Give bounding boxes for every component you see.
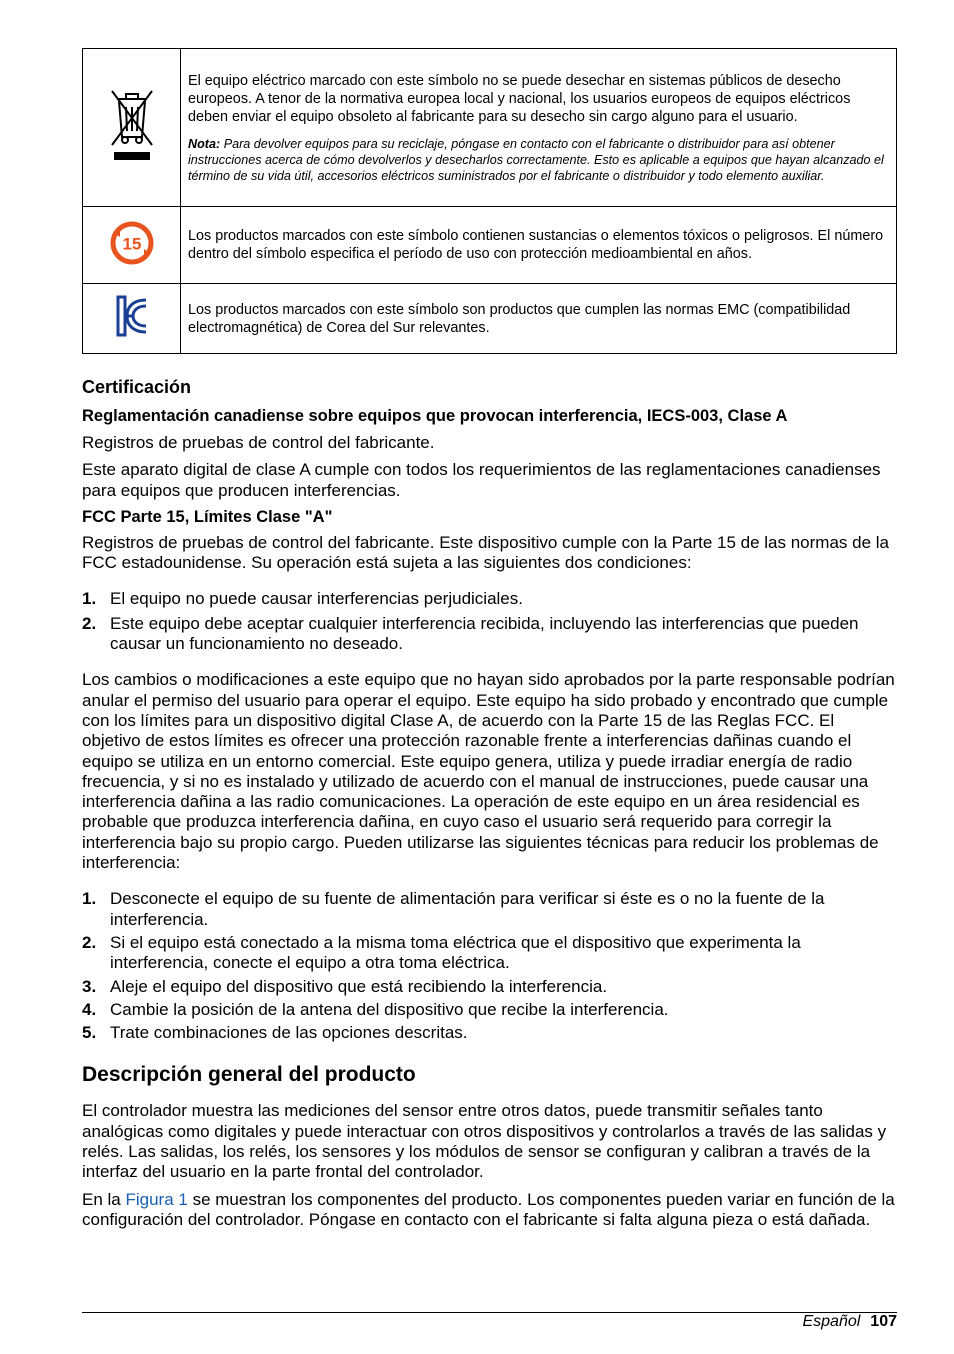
canada-heading: Reglamentación canadiense sobre equipos que provocan interferencia, IECS-003, Clase A: [82, 407, 788, 425]
table-row: [83, 49, 897, 207]
conditions-list: [82, 589, 897, 654]
footer-language: Español: [802, 1313, 861, 1330]
table-row: [83, 207, 897, 284]
weee-description: El equipo eléctrico marcado con este símbolo no se puede desechar en sistemas públicos de desecho europeos. A tenor de la normativa europea local y nacional, los usuarios europeos de equipos eléctricos deben enviar el equipo obsoleto al fabricante para su desecho sin cargo alguno para el usuario.: [188, 72, 851, 125]
list-item: 1. El equipo no puede causar interferencias perjudiciales.: [82, 589, 523, 609]
list-item: 4. Cambie la posición de la antena del dispositivo que recibe la interferencia.: [82, 999, 669, 1019]
symbol-description: Los productos marcados con este símbolo son productos que cumplen las normas EMC (compatibilidad electromagnética) de Corea del Sur relevantes.: [181, 284, 897, 354]
symbol-description: Los productos marcados con este símbolo contienen sustancias o elementos tóxicos o peligrosos. El número dentro del símbolo especifica el período de uso con protección medioambiental en años.: [181, 207, 897, 284]
list-item: 3. Aleje el equipo del dispositivo que está recibiendo la interferencia.: [82, 976, 608, 996]
kc-mark-icon: [115, 325, 149, 342]
list-item: 2. Este equipo debe aceptar cualquier interferencia recibida, incluyendo las interferencias que pueden causar un funcionamiento no deseado.: [82, 613, 859, 654]
certification-heading: Certificación: [82, 377, 192, 397]
efup-number: 15: [122, 234, 141, 253]
overview-heading: Descripción general del producto: [82, 1063, 416, 1087]
note-label: Nota:: [188, 136, 221, 151]
icon-cell: [83, 49, 181, 207]
list-item: 1. Desconecte el equipo de su fuente de alimentación para verificar si éste es o no la fuente de la interferencia.: [82, 889, 825, 929]
list-item: 5. Trate combinaciones de las opciones descritas.: [82, 1023, 468, 1043]
fcc-paragraph-2: Los cambios o modificaciones a este equipo que no hayan sido aprobados por la parte responsable podrían anular el permiso del usuario para operar el equipo. Este equipo ha sido probado y encontrado que cumple con los límites para un dispositivo digital Clase A, de acuerdo con la Parte 15 de las Reglas FCC. El objetivo de estos límites es ofrecer una protección razonable frente a interferencias dañinas cuando el equipo se utiliza en un entorno comercial. Este equipo genera, utiliza y puede irradiar energía de radio frecuencia, y si no es instalado y utilizado de acuerdo con el manual de instrucciones, puede causar una interferencia dañina a las radio comunicaciones. La operación de este equipo en un área residencial es probable que produzca interferencia dañina, en cuyo caso el usuario será requerido para corregir la interferencia bajo su propio cargo. Pueden utilizarse las siguientes técnicas para reducir los problemas de interferencia:: [82, 670, 895, 873]
techniques-list: [82, 889, 897, 1043]
icon-cell: [83, 284, 181, 354]
weee-crossed-bin-icon: [107, 152, 157, 169]
note-text: Para devolver equipos para su reciclaje, póngase en contacto con el fabricante o distribuidor para así obtener instrucciones acerca de cómo devolverlos y desecharlos correctamente. Esto es aplicable a equipos que hayan alcanzado el término de su vida útil, accesorios eléctricos suministrados por el fabricante o distribuidor y todo elemento auxiliar.: [188, 136, 884, 183]
canada-paragraph-2: Este aparato digital de clase A cumple con todos los requerimientos de las reglamentaciones canadienses para equipos que producen interferencias.: [82, 460, 881, 500]
symbols-table: [82, 48, 897, 354]
fcc-heading: FCC Parte 15, Límites Clase "A": [82, 507, 333, 526]
note: [188, 136, 888, 184]
fcc-paragraph-1: Registros de pruebas de control del fabricante. Este dispositivo cumple con la Parte 15 de las normas de la FCC estadounidense. Su operación está sujeta a las siguientes dos condiciones:: [82, 532, 890, 573]
symbol-description: [181, 49, 897, 207]
page-number: 107: [870, 1313, 897, 1330]
efup-15-icon: [108, 234, 156, 271]
canada-paragraph-1: Registros de pruebas de control del fabricante.: [82, 433, 435, 452]
list-item: 2. Si el equipo está conectado a la misma toma eléctrica que el dispositivo que experimenta la interferencia, conecte el equipo a otra toma eléctrica.: [82, 932, 801, 973]
figure-1-link[interactable]: Figura 1: [125, 1189, 188, 1209]
footer-divider: [82, 1312, 897, 1313]
page-footer: [802, 1312, 897, 1332]
table-row: [83, 284, 897, 354]
overview-paragraph-2: En la Figura 1 se muestran los componentes del producto. Los componentes pueden variar en función de la configuración del controlador. Póngase en contacto con el fabricante si falta alguna pieza o está dañada.: [82, 1189, 895, 1229]
icon-cell: [83, 207, 181, 284]
overview-paragraph-1: El controlador muestra las mediciones del sensor entre otros datos, puede transmitir señales tanto analógicas como digitales y puede interactuar con otros dispositivos y controlarlos a través de las salidas y relés. Las salidas, los relés, los sensores y los módulos de sensor se configuran y calibran a través de la interfaz del usuario en la parte frontal del controlador.: [82, 1101, 887, 1182]
page-content: [82, 48, 897, 1230]
